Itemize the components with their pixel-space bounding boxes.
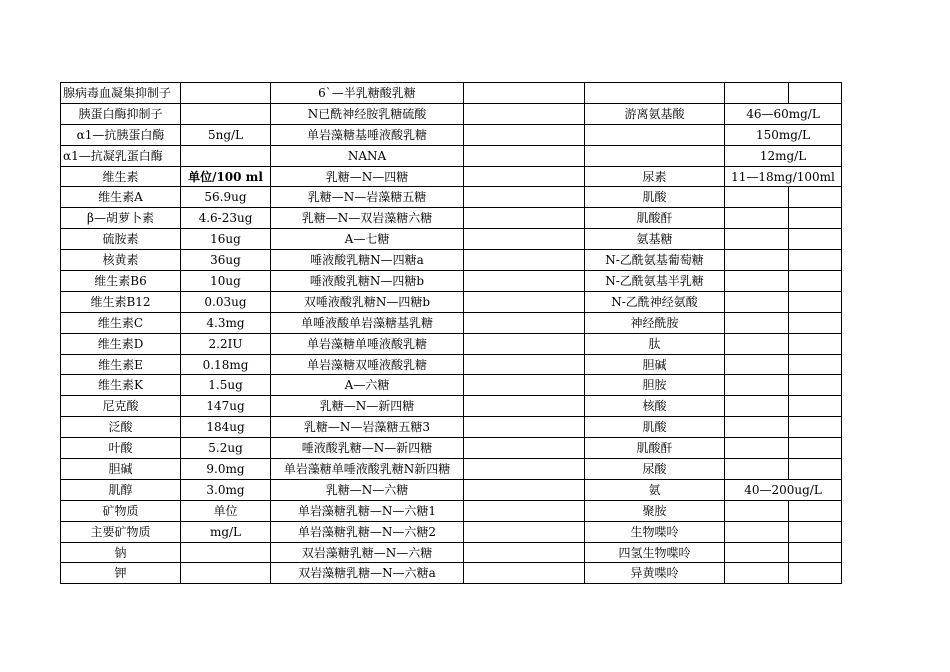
concentration-cell xyxy=(725,312,789,333)
table-row xyxy=(61,333,842,354)
concentration-cell xyxy=(725,500,789,521)
oligosaccharide-cell: 单岩藻糖单唾液酸乳糖 xyxy=(271,333,464,354)
amount-cell: 单位/100 ml xyxy=(181,166,271,187)
row-label-cell: 尼克酸 xyxy=(61,396,181,417)
concentration-cell xyxy=(725,459,789,480)
amount-cell: 16ug xyxy=(181,229,271,250)
concentration-cell: 46—60mg/L xyxy=(725,103,842,124)
blank-cell xyxy=(464,187,585,208)
table-row xyxy=(61,291,842,312)
concentration-cell xyxy=(725,250,789,271)
concentration-cell xyxy=(725,417,789,438)
concentration-cell: 12mg/L xyxy=(725,145,842,166)
row-label-cell: 胆碱 xyxy=(61,459,181,480)
row-label-cell: 泛酸 xyxy=(61,417,181,438)
nitrogen-compound-cell: N-乙酰氨基葡萄糖 xyxy=(585,250,725,271)
concentration-cell xyxy=(725,396,789,417)
nitrogen-compound-cell: 异黄喋呤 xyxy=(585,563,725,584)
amount-cell: mg/L xyxy=(181,521,271,542)
amount-cell: 2.2IU xyxy=(181,333,271,354)
nitrogen-compound-cell: 肌酸 xyxy=(585,187,725,208)
blank-cell xyxy=(464,229,585,250)
oligosaccharide-cell: 唾液酸乳糖N—四糖b xyxy=(271,271,464,292)
amount-cell: 1.5ug xyxy=(181,375,271,396)
row-label-cell: 维生素 xyxy=(61,166,181,187)
table-row xyxy=(61,375,842,396)
concentration-cell xyxy=(725,521,789,542)
blank-cell xyxy=(789,417,842,438)
row-label-cell: 钠 xyxy=(61,542,181,563)
nitrogen-compound-cell: 神经酰胺 xyxy=(585,312,725,333)
blank-cell xyxy=(464,354,585,375)
row-label-cell: 维生素E xyxy=(61,354,181,375)
oligosaccharide-cell: 乳糖—N—新四糖 xyxy=(271,396,464,417)
oligosaccharide-cell: N已酰神经胺乳糖硫酸 xyxy=(271,103,464,124)
blank-cell xyxy=(464,417,585,438)
amount-cell: 0.03ug xyxy=(181,291,271,312)
blank-cell xyxy=(464,500,585,521)
blank-cell xyxy=(789,250,842,271)
blank-cell xyxy=(789,521,842,542)
row-label-cell: 腺病毒血凝集抑制子 xyxy=(61,83,181,104)
oligosaccharide-cell: 双唾液酸乳糖N—四糖b xyxy=(271,291,464,312)
amount-cell: 36ug xyxy=(181,250,271,271)
nitrogen-compound-cell xyxy=(585,124,725,145)
amount-cell xyxy=(181,103,271,124)
blank-cell xyxy=(789,291,842,312)
concentration-cell xyxy=(725,354,789,375)
table-row xyxy=(61,250,842,271)
row-label-cell: α1—抗凝乳蛋白酶 xyxy=(61,145,181,166)
row-label-cell: 维生素C xyxy=(61,312,181,333)
row-label-cell: 维生素D xyxy=(61,333,181,354)
oligosaccharide-cell: 双岩藻糖乳糖—N—六糖 xyxy=(271,542,464,563)
blank-cell xyxy=(464,166,585,187)
concentration-cell: 40—200ug/L xyxy=(725,479,842,500)
blank-cell xyxy=(464,145,585,166)
table-row xyxy=(61,459,842,480)
blank-cell xyxy=(464,103,585,124)
table-row xyxy=(61,208,842,229)
table-row xyxy=(61,187,842,208)
amount-cell: 3.0mg xyxy=(181,479,271,500)
amount-cell xyxy=(181,145,271,166)
table-row xyxy=(61,83,842,104)
blank-cell xyxy=(464,563,585,584)
blank-cell xyxy=(464,375,585,396)
oligosaccharide-cell: 单岩藻糖乳糖—N—六糖2 xyxy=(271,521,464,542)
blank-cell xyxy=(789,459,842,480)
blank-cell xyxy=(789,187,842,208)
blank-cell xyxy=(464,271,585,292)
amount-cell xyxy=(181,563,271,584)
oligosaccharide-cell: 单岩藻糖单唾液酸乳糖N新四糖 xyxy=(271,459,464,480)
row-label-cell: 维生素K xyxy=(61,375,181,396)
nitrogen-compound-cell: 氨基糖 xyxy=(585,229,725,250)
nitrogen-compound-cell: 氨 xyxy=(585,479,725,500)
row-label-cell: 维生素B6 xyxy=(61,271,181,292)
row-label-cell: β—胡萝卜素 xyxy=(61,208,181,229)
concentration-cell xyxy=(725,291,789,312)
blank-cell xyxy=(464,208,585,229)
oligosaccharide-cell: 单岩藻糖基唾液酸乳糖 xyxy=(271,124,464,145)
nitrogen-compound-cell: 聚胺 xyxy=(585,500,725,521)
table-row xyxy=(61,145,842,166)
table-row xyxy=(61,103,842,124)
blank-cell xyxy=(464,396,585,417)
nitrogen-compound-cell: 核酸 xyxy=(585,396,725,417)
nitrogen-compound-cell: N-乙酰氨基半乳糖 xyxy=(585,271,725,292)
blank-cell xyxy=(789,333,842,354)
blank-cell xyxy=(464,250,585,271)
blank-cell xyxy=(789,83,842,104)
row-label-cell: 矿物质 xyxy=(61,500,181,521)
nitrogen-compound-cell: 胆胺 xyxy=(585,375,725,396)
concentration-cell: 11—18mg/100ml xyxy=(725,166,842,187)
nitrogen-compound-cell xyxy=(585,145,725,166)
concentration-cell xyxy=(725,375,789,396)
concentration-cell xyxy=(725,208,789,229)
oligosaccharide-cell: 双岩藻糖乳糖—N—六糖a xyxy=(271,563,464,584)
amount-cell: 4.6-23ug xyxy=(181,208,271,229)
blank-cell xyxy=(464,521,585,542)
blank-cell xyxy=(464,124,585,145)
row-label-cell: 叶酸 xyxy=(61,438,181,459)
oligosaccharide-cell: A—六糖 xyxy=(271,375,464,396)
blank-cell xyxy=(464,438,585,459)
concentration-cell xyxy=(725,187,789,208)
row-label-cell: 主要矿物质 xyxy=(61,521,181,542)
table-row xyxy=(61,166,842,187)
blank-cell xyxy=(464,333,585,354)
oligosaccharide-cell: 单岩藻糖双唾液酸乳糖 xyxy=(271,354,464,375)
blank-cell xyxy=(789,312,842,333)
concentration-cell xyxy=(725,563,789,584)
nitrogen-compound-cell: 肽 xyxy=(585,333,725,354)
nitrogen-compound-cell xyxy=(585,83,725,104)
blank-cell xyxy=(789,354,842,375)
oligosaccharide-cell: 乳糖—N—岩藻糖五糖 xyxy=(271,187,464,208)
row-label-cell: 维生素B12 xyxy=(61,291,181,312)
blank-cell xyxy=(464,459,585,480)
nitrogen-compound-cell: 肌酸 xyxy=(585,417,725,438)
concentration-cell xyxy=(725,333,789,354)
oligosaccharide-cell: 乳糖—N—双岩藻糖六糖 xyxy=(271,208,464,229)
nitrogen-compound-cell: 生物喋呤 xyxy=(585,521,725,542)
row-label-cell: 硫胺素 xyxy=(61,229,181,250)
oligosaccharide-cell: 单唾液酸单岩藻糖基乳糖 xyxy=(271,312,464,333)
nitrogen-compound-cell: 游离氨基酸 xyxy=(585,103,725,124)
blank-cell xyxy=(789,563,842,584)
amount-cell: 184ug xyxy=(181,417,271,438)
oligosaccharide-cell: 6`—半乳糖酸乳糖 xyxy=(271,83,464,104)
blank-cell xyxy=(789,271,842,292)
blank-cell xyxy=(789,229,842,250)
table-row xyxy=(61,271,842,292)
table-row xyxy=(61,479,842,500)
amount-cell: 5ng/L xyxy=(181,124,271,145)
concentration-cell: 150mg/L xyxy=(725,124,842,145)
oligosaccharide-cell: 唾液酸乳糖N—四糖a xyxy=(271,250,464,271)
table-row xyxy=(61,229,842,250)
row-label-cell: 钾 xyxy=(61,563,181,584)
concentration-cell xyxy=(725,83,789,104)
nitrogen-compound-cell: N-乙酰神经氨酸 xyxy=(585,291,725,312)
nitrogen-compound-cell: 尿酸 xyxy=(585,459,725,480)
row-label-cell: 核黄素 xyxy=(61,250,181,271)
nitrogen-compound-cell: 胆碱 xyxy=(585,354,725,375)
blank-cell xyxy=(464,542,585,563)
blank-cell xyxy=(789,500,842,521)
concentration-cell xyxy=(725,542,789,563)
oligosaccharide-cell: 乳糖—N—六糖 xyxy=(271,479,464,500)
blank-cell xyxy=(789,438,842,459)
table-row xyxy=(61,312,842,333)
amount-cell: 56.9ug xyxy=(181,187,271,208)
amount-cell: 单位 xyxy=(181,500,271,521)
table-row xyxy=(61,563,842,584)
blank-cell xyxy=(789,208,842,229)
amount-cell: 147ug xyxy=(181,396,271,417)
blank-cell xyxy=(464,83,585,104)
nutrient-table xyxy=(60,82,842,584)
oligosaccharide-cell: A—七糖 xyxy=(271,229,464,250)
oligosaccharide-cell: 乳糖—N—岩藻糖五糖3 xyxy=(271,417,464,438)
row-label-cell: 胰蛋白酶抑制子 xyxy=(61,103,181,124)
table-row xyxy=(61,542,842,563)
blank-cell xyxy=(464,291,585,312)
row-label-cell: α1—抗胰蛋白酶 xyxy=(61,124,181,145)
amount-cell: 4.3mg xyxy=(181,312,271,333)
amount-cell: 5.2ug xyxy=(181,438,271,459)
concentration-cell xyxy=(725,271,789,292)
blank-cell xyxy=(464,312,585,333)
row-label-cell: 肌醇 xyxy=(61,479,181,500)
nitrogen-compound-cell: 肌酸酐 xyxy=(585,438,725,459)
table-row xyxy=(61,124,842,145)
table-row xyxy=(61,521,842,542)
amount-cell: 9.0mg xyxy=(181,459,271,480)
amount-cell: 0.18mg xyxy=(181,354,271,375)
amount-cell: 10ug xyxy=(181,271,271,292)
blank-cell xyxy=(789,542,842,563)
table-row xyxy=(61,500,842,521)
table-body xyxy=(61,83,842,584)
blank-cell xyxy=(464,479,585,500)
table-row xyxy=(61,354,842,375)
blank-cell xyxy=(789,396,842,417)
table-row xyxy=(61,438,842,459)
oligosaccharide-cell: 唾液酸乳糖—N—新四糖 xyxy=(271,438,464,459)
concentration-cell xyxy=(725,438,789,459)
oligosaccharide-cell: 单岩藻糖乳糖—N—六糖1 xyxy=(271,500,464,521)
nitrogen-compound-cell: 肌酸酐 xyxy=(585,208,725,229)
nitrogen-compound-cell: 尿素 xyxy=(585,166,725,187)
table-row xyxy=(61,417,842,438)
nitrogen-compound-cell: 四氢生物喋呤 xyxy=(585,542,725,563)
oligosaccharide-cell: 乳糖—N—四糖 xyxy=(271,166,464,187)
blank-cell xyxy=(789,375,842,396)
oligosaccharide-cell: NANA xyxy=(271,145,464,166)
table-row xyxy=(61,396,842,417)
amount-cell xyxy=(181,83,271,104)
concentration-cell xyxy=(725,229,789,250)
row-label-cell: 维生素A xyxy=(61,187,181,208)
amount-cell xyxy=(181,542,271,563)
